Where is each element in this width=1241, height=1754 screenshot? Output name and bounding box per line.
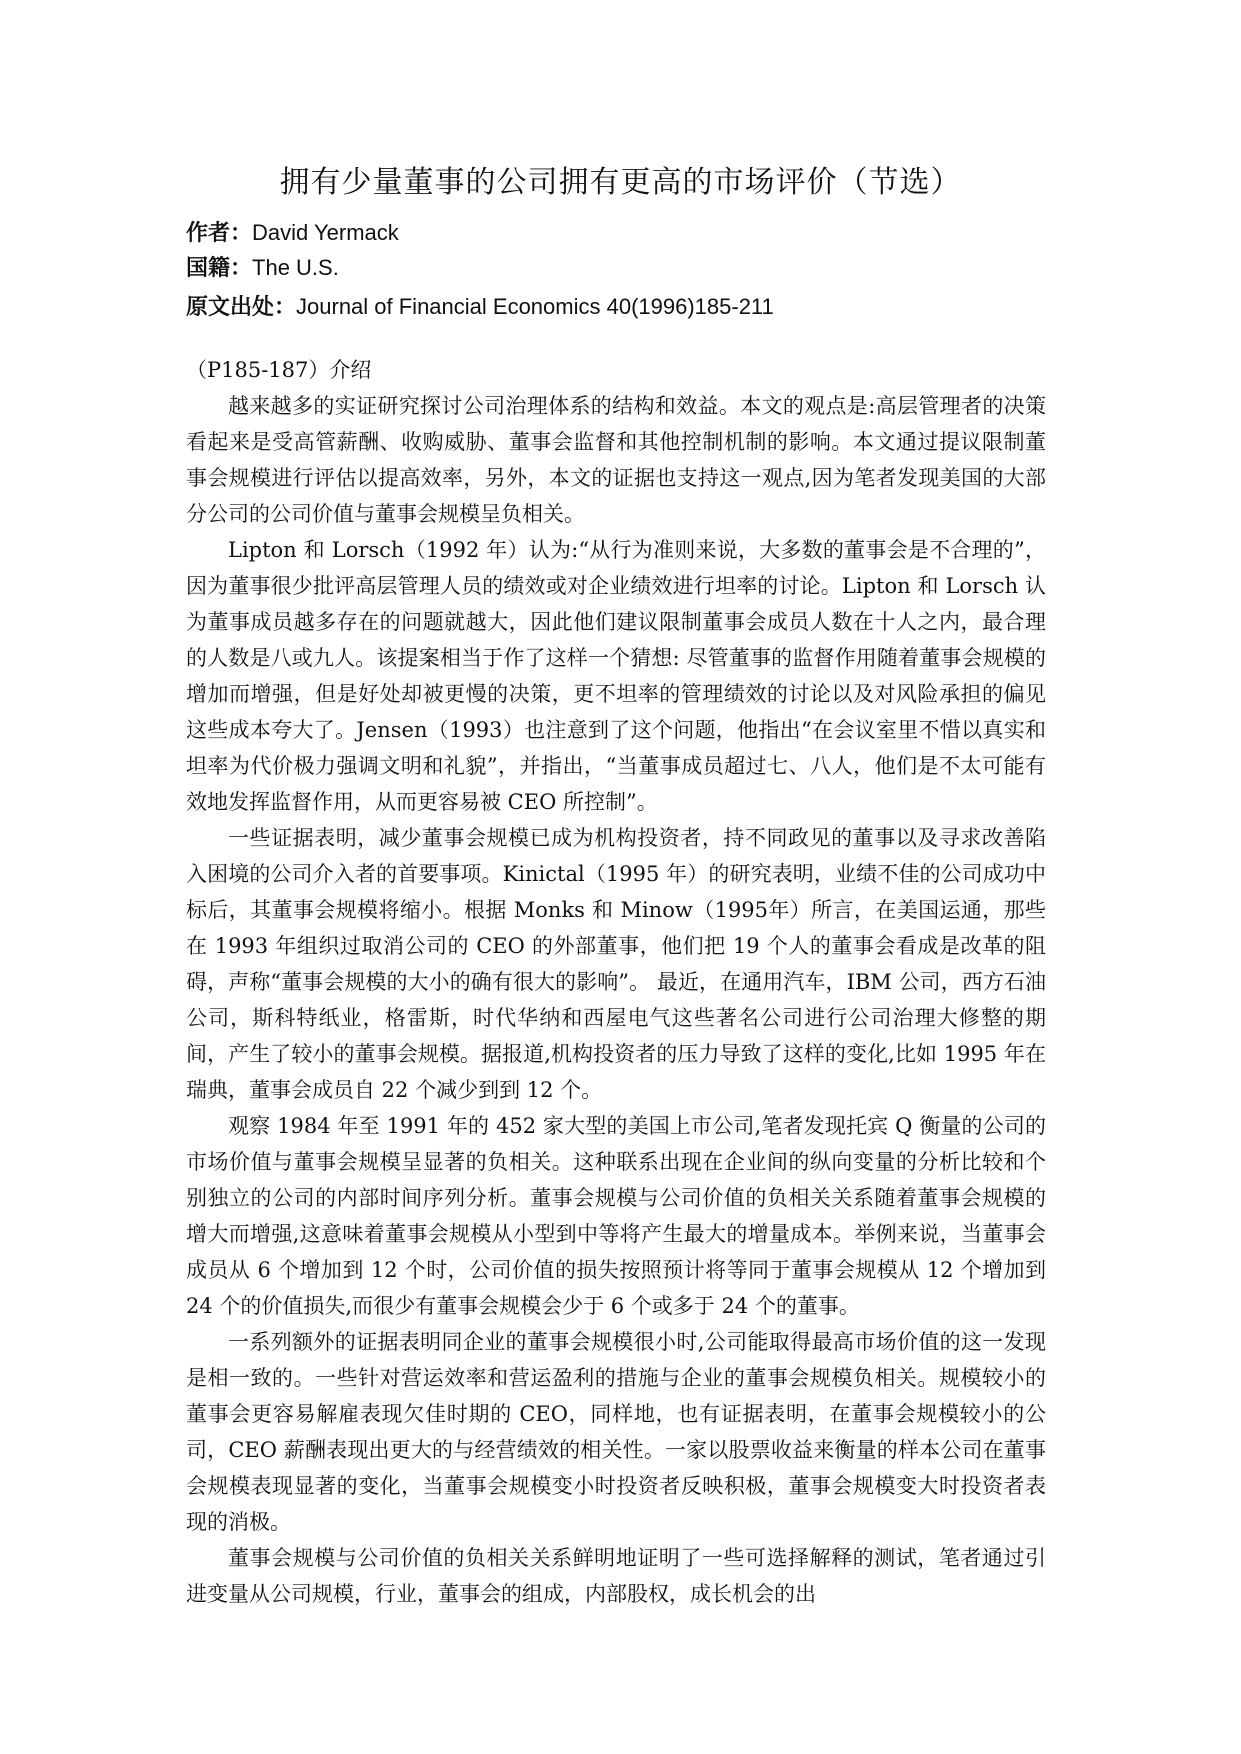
- source-row: [186, 290, 1086, 325]
- nationality-value: The U.S.: [252, 255, 339, 280]
- author-value: David Yermack: [252, 220, 399, 245]
- nationality-row: [186, 251, 1086, 286]
- author-row: [186, 216, 1086, 251]
- document-title: 拥有少量董事的公司拥有更高的市场评价（节选）: [279, 165, 962, 200]
- section-heading: （P185-187）介绍: [186, 358, 372, 382]
- source-value: Journal of Financial Economics 40(1996)185-211: [296, 294, 774, 319]
- nationality-label: 国籍：: [186, 256, 253, 281]
- document-body: [186, 352, 1046, 1612]
- paragraph: 观察 1984 年至 1991 年的 452 家大型的美国上市公司,笔者发现托宾 Q 衡量的公司的市场价值与董事会规模呈显著的负相关。这种联系出现在企业间的纵向变量的分析比较和个别独立的公司的内部时间序列分析。董事会规模与公司价值的负相关关系随着董事会规模的增大而增强,这意味着董事会规模从小型到中等将产生最大的增量成本。举例来说，当董事会成员从 6 个增加到 12 个时，公司价值的损失按照预计将等同于董事会规模从 12 个增加到 24 个的价值损失,而很少有董事会规模会少于 6 个或多于 24 个的董事。: [186, 1114, 1046, 1318]
- document-meta: [186, 216, 1086, 325]
- author-label: 作者：: [186, 221, 253, 246]
- paragraph: 一系列额外的证据表明同企业的董事会规模很小时,公司能取得最高市场价值的这一发现是相一致的。一些针对营运效率和营运盈利的措施与企业的董事会规模负相关。规模较小的董事会更容易解雇表现欠佳时期的 CEO，同样地，也有证据表明，在董事会规模较小的公司，CEO 薪酬表现出更大的与经营绩效的相关性。一家以股票收益来衡量的样本公司在董事会规模表现显著的变化，当董事会规模变小时投资者反映积极，董事会规模变大时投资者表现的消极。: [186, 1330, 1046, 1534]
- paragraph: 董事会规模与公司价值的负相关关系鲜明地证明了一些可选择解释的测试，笔者通过引进变量从公司规模，行业，董事会的组成，内部股权，成长机会的出: [186, 1546, 1046, 1606]
- source-label: 原文出处：: [186, 295, 297, 320]
- paragraph: Lipton 和 Lorsch（1992 年）认为:“从行为准则来说，大多数的董事会是不合理的”，因为董事很少批评高层管理人员的绩效或对企业绩效进行坦率的讨论。Lipton 和 Lorsch 认为董事成员越多存在的问题就越大，因此他们建议限制董事会成员人数在十人之内，最合理的人数是八或九人。该提案相当于作了这样一个猜想: 尽管董事的监督作用随着董事会规模的增加而增强，但是好处却被更慢的决策，更不坦率的管理绩效的讨论以及对风险承担的偏见这些成本夸大了。Jensen（1993）也注意到了这个问题，他指出“在会议室里不惜以真实和坦率为代价极力强调文明和礼貌”，并指出，“当董事成员超过七、八人，他们是不太可能有效地发挥监督作用，从而更容易被 CEO 所控制”。: [186, 538, 1046, 814]
- paragraph: 一些证据表明，减少董事会规模已成为机构投资者，持不同政见的董事以及寻求改善陷入困境的公司介入者的首要事项。Kinictal（1995 年）的研究表明，业绩不佳的公司成功中标后，其董事会规模将缩小。根据 Monks 和 Minow（1995年）所言，在美国运通，那些在 1993 年组织过取消公司的 CEO 的外部董事，他们把 19 个人的董事会看成是改革的阻碍，声称“董事会规模的大小的确有很大的影响”。 最近，在通用汽车，IBM 公司，西方石油公司，斯科特纸业，格雷斯，时代华纳和西屋电气这些著名公司进行公司治理大修整的期间，产生了较小的董事会规模。据报道,机构投资者的压力导致了这样的变化,比如 1995 年在瑞典，董事会成员自 22 个减少到到 12 个。: [186, 826, 1046, 1102]
- paragraph: 越来越多的实证研究探讨公司治理体系的结构和效益。本文的观点是:高层管理者的决策看起来是受高管薪酬、收购威胁、董事会监督和其他控制机制的影响。本文通过提议限制董事会规模进行评估以提高效率，另外，本文的证据也支持这一观点,因为笔者发现美国的大部分公司的公司价值与董事会规模呈负相关。: [186, 394, 1046, 526]
